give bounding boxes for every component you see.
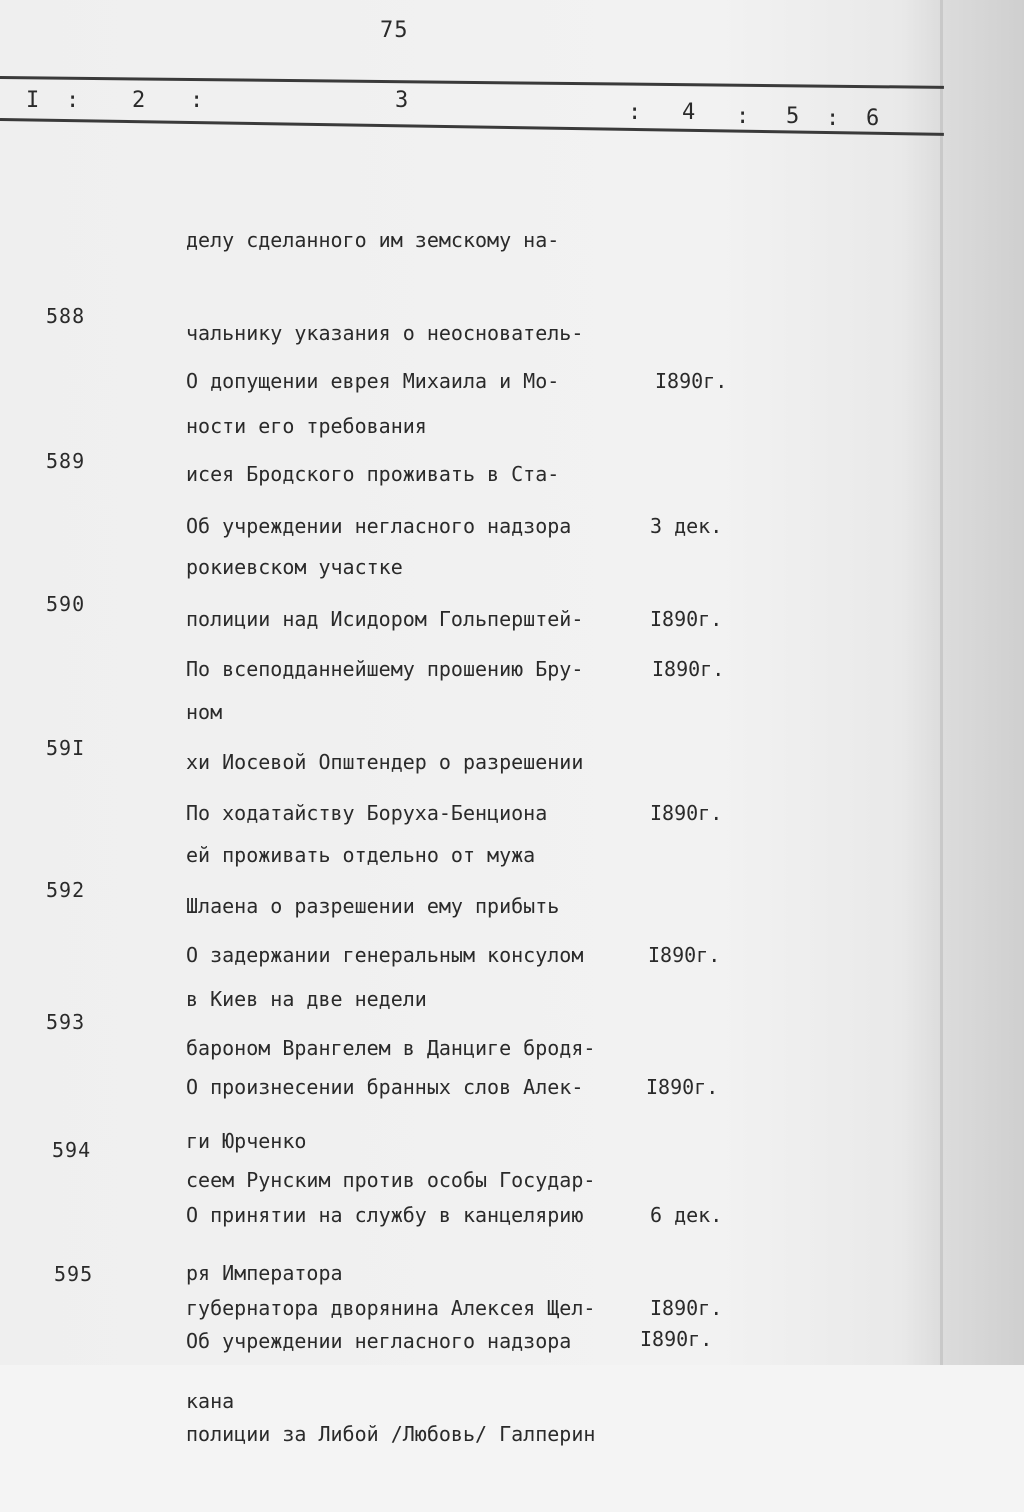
entry-title-line: ря Императора bbox=[186, 1261, 343, 1285]
entry-title-line: в Киев на две недели bbox=[186, 987, 427, 1011]
entry-date bbox=[650, 736, 722, 891]
entry-date-line: I890г. bbox=[650, 1296, 723, 1320]
entry-number: 589 bbox=[46, 449, 86, 473]
page-number: 75 bbox=[380, 18, 409, 43]
entry-date bbox=[655, 304, 727, 459]
column-separator: : bbox=[628, 100, 642, 125]
column-separator: : bbox=[66, 88, 80, 113]
entry-date-line: I890г. bbox=[646, 1075, 719, 1099]
entry-number: 595 bbox=[54, 1262, 94, 1286]
column-header-2: 2 bbox=[132, 88, 146, 113]
header-rule-bottom bbox=[0, 118, 944, 136]
entry-number: 59I bbox=[46, 736, 86, 760]
entry-title-line: полиции над Исидором Гольперштей- bbox=[186, 607, 584, 631]
entry-title-line: ей проживать отдельно от мужа bbox=[186, 843, 536, 867]
column-header-6: 6 bbox=[866, 106, 880, 131]
column-header-4: 4 bbox=[682, 100, 696, 125]
entry-date bbox=[652, 592, 724, 747]
entry-date-line: I890г. bbox=[650, 607, 723, 631]
entry-title-line: О задержании генеральным консулом bbox=[186, 943, 584, 967]
column-header-5: 5 bbox=[786, 104, 800, 129]
entry-number: 594 bbox=[52, 1138, 92, 1162]
column-separator: : bbox=[190, 88, 204, 113]
page-edge bbox=[940, 0, 943, 1365]
entry-title bbox=[186, 1264, 595, 1512]
entry-number: 588 bbox=[46, 304, 86, 328]
entry-title-line: сеем Рунским против особы Государ- bbox=[186, 1168, 596, 1192]
column-separator: : bbox=[736, 104, 750, 129]
entry-title-line: Шлаена о разрешении ему прибыть bbox=[186, 894, 560, 918]
entry-number: 590 bbox=[46, 592, 86, 616]
column-header-1: I bbox=[26, 88, 40, 113]
entry-date-line: 6 дек. bbox=[650, 1203, 723, 1227]
column-separator: : bbox=[826, 106, 840, 131]
entry-title-line: ги Юрченко bbox=[186, 1129, 307, 1153]
column-header-3: 3 bbox=[395, 88, 409, 113]
entry-date-line: I890г. bbox=[648, 943, 721, 967]
entry-title-line: Об учреждении негласного надзора bbox=[186, 1329, 572, 1353]
entry-title-line: О произнесении бранных слов Алек- bbox=[186, 1075, 584, 1099]
entry-date-line: I890г. bbox=[640, 1327, 713, 1351]
entry-title-line: губернатора дворянина Алексея Щел- bbox=[186, 1296, 596, 1320]
entry-title-line: О допущении еврея Михаила и Мо- bbox=[186, 369, 560, 393]
entry-date-line: I890г. bbox=[652, 657, 725, 681]
entry-title-line: Об учреждении негласного надзора bbox=[186, 514, 572, 538]
entry-title-line: делу сделанного им земскому на- bbox=[186, 228, 560, 252]
entry-title-line: ности его требования bbox=[186, 414, 427, 438]
entry-number: 593 bbox=[46, 1010, 86, 1034]
entry-title-line: полиции за Либой /Любовь/ Галперин bbox=[186, 1422, 596, 1446]
entry-date bbox=[640, 1262, 712, 1417]
entry-title-line: исея Бродского проживать в Ста- bbox=[186, 462, 560, 486]
entry-title-line: бароном Врангелем в Данциге бродя- bbox=[186, 1036, 596, 1060]
entry-date-line: 3 дек. bbox=[650, 514, 723, 538]
entry-title-line: хи Иосевой Општендер о разрешении bbox=[186, 750, 584, 774]
entry-title-line: По ходатайству Боруха-Бенциона bbox=[186, 801, 548, 825]
entry-date-line: I890г. bbox=[655, 369, 728, 393]
entry-number: 592 bbox=[46, 878, 86, 902]
entry-title-line: кана bbox=[186, 1389, 235, 1413]
entry-title-line: рокиевском участке bbox=[186, 555, 403, 579]
header-rule-top bbox=[0, 76, 944, 89]
entry-date-line: I890г. bbox=[650, 801, 723, 825]
entry-title-line: По всеподданнейшему прошению Бру- bbox=[186, 657, 584, 681]
entry-title-line: чальнику указания о неоснователь- bbox=[186, 321, 584, 345]
entry-title-line: ном bbox=[186, 700, 223, 724]
entry-title-line: О принятии на службу в канцелярию bbox=[186, 1203, 584, 1227]
